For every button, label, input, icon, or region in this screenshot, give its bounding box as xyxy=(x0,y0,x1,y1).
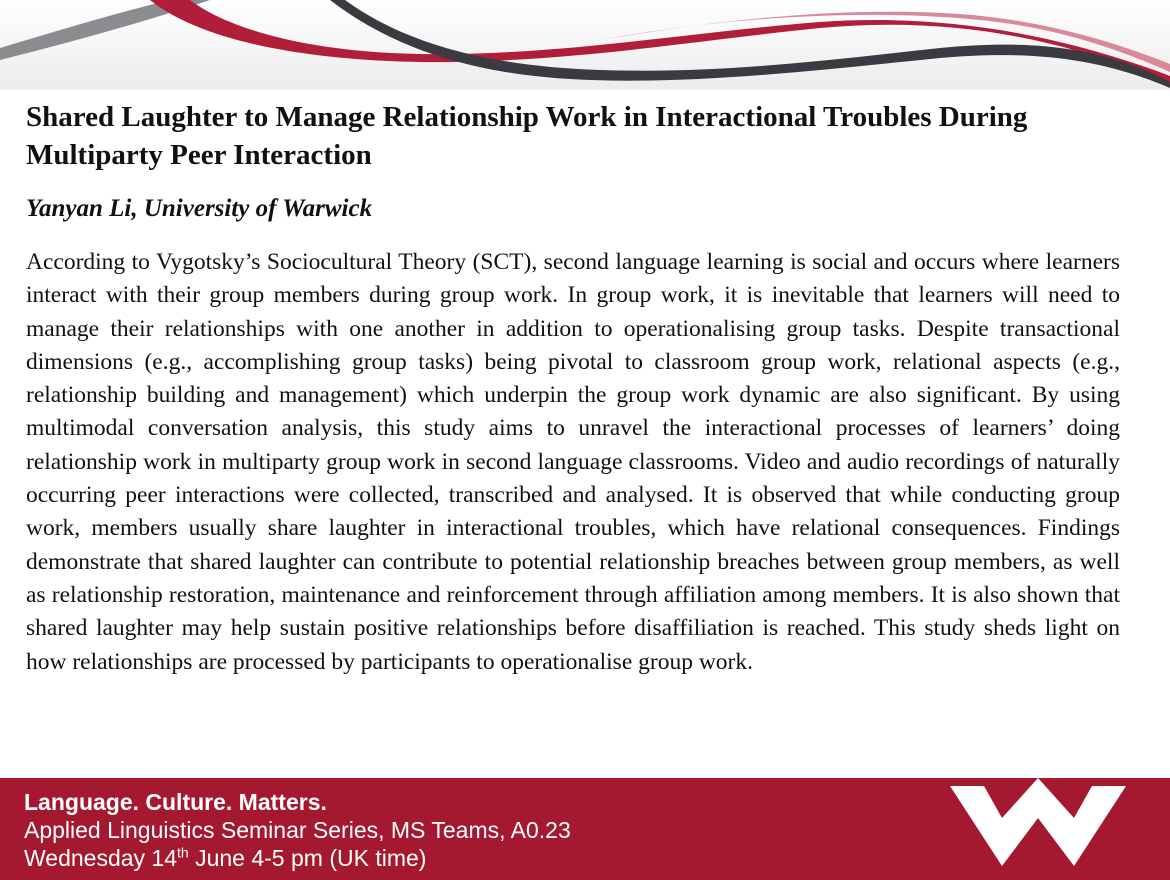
swoosh-banner-icon xyxy=(0,0,1170,90)
footer-date-prefix: Wednesday 14 xyxy=(24,845,178,871)
w-logo-icon xyxy=(940,778,1130,880)
footer-date-suffix: th xyxy=(177,844,189,861)
footer-bar xyxy=(0,778,1170,880)
footer-series: Applied Linguistics Seminar Series, MS Teams, A0.23 xyxy=(24,817,571,843)
abstract-text: According to Vygotsky’s Sociocultural Theory (SCT), second language learning is social and occurs where learners interact with their group members during group work. In group work, it is inevitable that learners will need to manage their relationships with one another in addition to operationalising group tasks. Despite transactional dimensions (e.g., accomplishing group tasks) being pivotal to classroom group work, relational aspects (e.g., relationship building and management) which underpin the group work dynamic are also significant. By using multimodal conversation analysis, this study aims to unravel the interactional processes of learners’ doing relationship work in multiparty group work in second language classrooms. Video and audio recordings of naturally occurring peer interactions were collected, transcribed and analysed. It is observed that while conducting group work, members usually share laughter in interactional troubles, which have relational consequences. Findings demonstrate that shared laughter can contribute to potential relationship breaches between group members, as well as relationship restoration, maintenance and reinforcement through affiliation among members. It is also shown that shared laughter may help sustain positive relationships before disaffiliation is reached. This study sheds light on how relationships are processed by participants to operationalise group work. xyxy=(26,249,1120,675)
footer-date xyxy=(24,844,571,872)
footer-tagline: Language. Culture. Matters. xyxy=(24,789,327,815)
author-affiliation: Yanyan Li, University of Warwick xyxy=(26,195,373,222)
talk-title: Shared Laughter to Manage Relationship Work in Interactional Troubles During Multiparty Peer Interaction xyxy=(26,101,1028,171)
footer-info xyxy=(24,788,571,872)
footer-date-rest: June 4-5 pm (UK time) xyxy=(188,845,427,871)
